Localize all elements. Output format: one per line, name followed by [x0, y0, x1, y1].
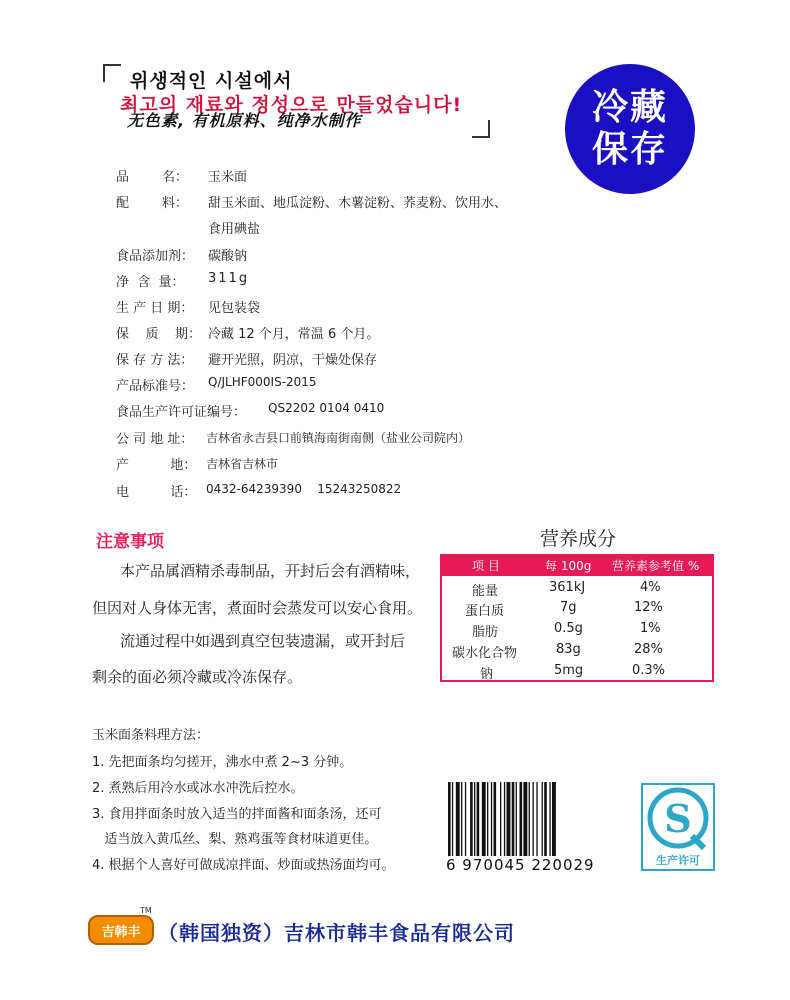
nutrition-header-nrv: 营养素参考值 %	[612, 559, 700, 573]
info-value-standard: Q/JLHF000IS-2015	[208, 375, 317, 389]
chinese-slogan: 无色素, 有机原料、纯净水制作	[127, 111, 362, 130]
nutrition-header-item: 项 目	[472, 559, 500, 573]
cooking-step: 4. 根据个人喜好可做成凉拌面、炒面或热汤面均可。	[92, 858, 395, 873]
barcode-bar	[512, 782, 515, 858]
cooking-step: 2. 煮熟后用冷水或冰水冲洗后控水。	[92, 781, 304, 796]
storage-badge-line2: 保存	[591, 129, 668, 170]
info-label-net-weight: 净 含 量：	[116, 275, 185, 290]
barcode-bar	[529, 782, 530, 858]
cooking-step: 3. 食用拌面条时放入适当的拌面酱和面条汤，还可	[92, 807, 382, 822]
nutrition-row	[442, 597, 712, 617]
barcode-bar	[470, 782, 473, 858]
cooking-step: 适当放入黄瓜丝、梨、熟鸡蛋等食材味道更佳。	[92, 832, 378, 847]
barcode-number: 6 970045 220029	[446, 856, 595, 874]
barcode-bar	[456, 782, 460, 858]
frame-corner-bottom-right	[472, 120, 490, 138]
nutrition-cell-item: 钠	[480, 667, 494, 682]
svg-text:S: S	[664, 796, 692, 841]
info-label-name: 品 名：	[116, 170, 189, 185]
nutrition-cell-nrv: 1%	[640, 621, 661, 636]
nutrition-cell-item: 能量	[472, 584, 499, 599]
info-label-phone: 电 话：	[116, 485, 197, 500]
barcode-bar	[533, 782, 534, 858]
trademark-mark: TM	[140, 906, 152, 915]
brand-logo: 吉韩丰	[88, 915, 154, 945]
barcode-bar	[491, 782, 492, 858]
info-value-storage: 避开光照，阴凉，干燥处保存	[208, 353, 378, 368]
qs-certification-icon	[640, 782, 716, 872]
info-label-storage: 保 存 方 法：	[116, 353, 194, 368]
barcode-bar	[542, 782, 543, 858]
qs-label: 生产许可	[656, 854, 700, 867]
notice-line: 但因对人身体无害，煮面时会蒸发可以安心食用。	[92, 599, 423, 617]
barcode-bar	[500, 782, 501, 858]
info-value-net-weight: 311g	[208, 271, 250, 286]
nutrition-cell-amount: 0.5g	[554, 621, 583, 636]
info-value-address: 吉林省永吉县口前镇海南街南侧（盐业公司院内）	[206, 431, 471, 445]
nutrition-cell-nrv: 12%	[634, 600, 663, 615]
info-label-origin: 产 地：	[116, 458, 197, 473]
nutrition-cell-amount: 7g	[560, 600, 577, 615]
info-value-production-date: 见包装袋	[208, 301, 261, 316]
info-value-license: QS2202 0104 0410	[268, 401, 385, 415]
storage-badge-line1: 冷藏	[591, 87, 668, 128]
nutrition-cell-nrv: 0.3%	[632, 663, 666, 678]
info-label-address: 公 司 地 址：	[116, 432, 194, 447]
info-value-name: 玉米面	[208, 170, 248, 185]
barcode-bar	[494, 782, 497, 858]
barcode-bar	[477, 782, 480, 858]
info-label-ingredients: 配 料：	[116, 196, 189, 211]
info-label-license: 食品生产许可证编号：	[116, 405, 247, 420]
info-label-standard: 产品标准号：	[116, 379, 195, 394]
nutrition-cell-amount: 5mg	[554, 663, 584, 678]
nutrition-header-per100g: 每 100g	[545, 559, 592, 573]
barcode-bar	[465, 782, 466, 858]
cooking-title: 玉米面条料理方法：	[92, 728, 210, 743]
info-value-ingredients-cont: 食用碘盐	[208, 222, 261, 237]
nutrition-cell-item: 碳水化合物	[452, 646, 518, 661]
frame-corner-top-left	[103, 64, 121, 82]
nutrition-cell-amount: 83g	[556, 642, 581, 657]
nutrition-cell-amount: 361kJ	[549, 580, 586, 595]
info-value-origin: 吉林省吉林市	[206, 457, 279, 471]
info-value-phone: 0432-64239390 15243250822	[206, 482, 402, 496]
barcode-bar	[487, 782, 488, 858]
nutrition-row	[442, 577, 712, 597]
nutrition-cell-nrv: 28%	[634, 642, 663, 657]
info-value-ingredients: 甜玉米面、地瓜淀粉、木薯淀粉、荞麦粉、饮用水、	[208, 196, 508, 211]
barcode-bar	[544, 782, 547, 858]
nutrition-cell-item: 脂肪	[472, 625, 499, 640]
barcode-bar	[474, 782, 475, 858]
info-label-shelf-life: 保 质 期：	[116, 327, 202, 342]
barcode-bar	[507, 782, 511, 858]
cooking-step: 1. 先把面条均匀搓开，沸水中煮 2~3 分钟。	[92, 755, 353, 770]
barcode-bar	[549, 782, 550, 858]
info-value-shelf-life: 冷藏 12 个月，常温 6 个月。	[208, 327, 380, 342]
nutrition-row	[442, 639, 712, 659]
storage-badge	[565, 64, 695, 194]
nutrition-row	[442, 660, 712, 680]
notice-line: 流通过程中如遇到真空包装遗漏，或开封后	[120, 632, 406, 650]
notice-title: 注意事项	[96, 532, 164, 552]
nutrition-row	[442, 618, 712, 638]
barcode-bar	[504, 782, 505, 858]
nutrition-title: 营养成分	[540, 528, 617, 550]
nutrition-cell-item: 蛋白质	[465, 604, 505, 619]
barcode-bar	[523, 782, 527, 858]
korean-slogan-line2: 최고의 재료와 정성으로 만들었습니다!	[120, 94, 463, 116]
nutrition-table	[440, 554, 714, 682]
nutrition-table-header	[442, 554, 712, 576]
barcode-bar	[461, 782, 462, 858]
korean-slogan-line1: 위생적인 시설에서	[130, 70, 293, 92]
info-label-production-date: 生 产 日 期：	[116, 301, 194, 316]
nutrition-cell-nrv: 4%	[640, 580, 661, 595]
barcode-bar	[516, 782, 517, 858]
info-value-additive: 碳酸钠	[208, 249, 248, 264]
barcode-bar	[536, 782, 537, 858]
company-name: （韩国独资）吉林市韩丰食品有限公司	[158, 921, 515, 945]
info-label-additive: 食品添加剂：	[116, 249, 195, 264]
barcode-bar	[520, 782, 523, 858]
barcode-bar	[482, 782, 486, 858]
notice-line: 本产品属酒精杀毒制品，开封后会有酒精味，	[120, 562, 421, 580]
notice-line: 剩余的面必须冷藏或冷冻保存。	[92, 668, 303, 686]
